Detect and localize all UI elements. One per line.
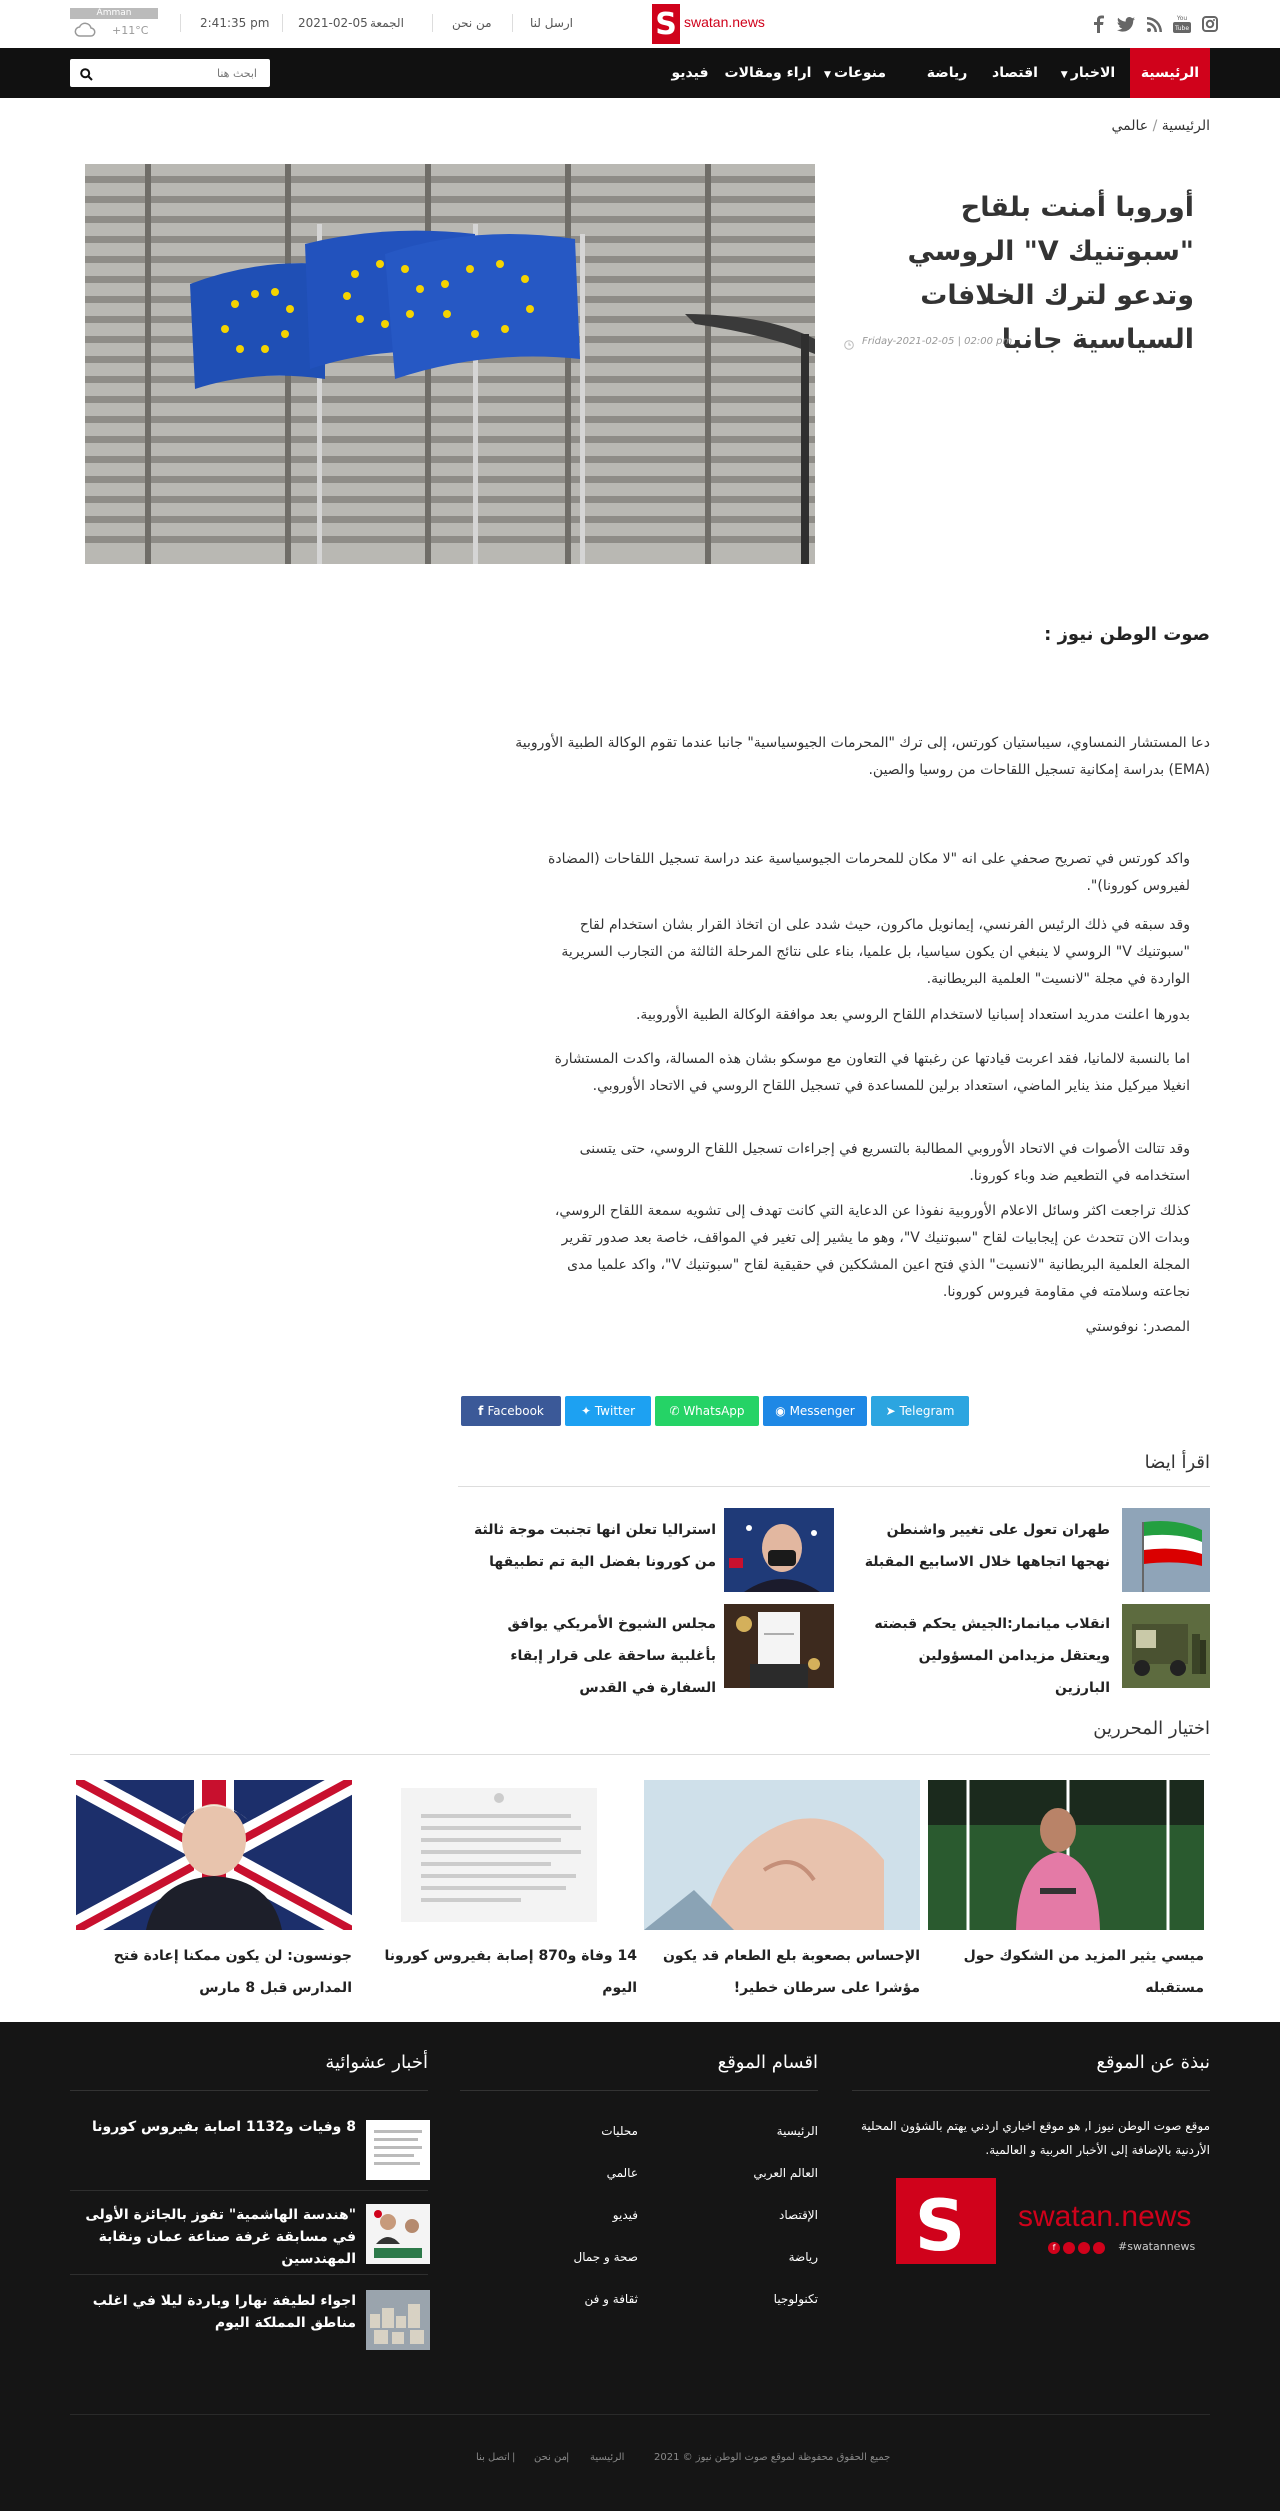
instagram-icon[interactable] bbox=[1200, 14, 1220, 34]
top-link-send[interactable]: ارسل لنا bbox=[530, 16, 574, 30]
related-thumb[interactable] bbox=[724, 1508, 834, 1592]
twitter-icon: ✦ bbox=[580, 1404, 595, 1418]
search-input[interactable] bbox=[100, 59, 265, 87]
logo-letter: S bbox=[914, 2185, 966, 2264]
editors-thumb[interactable] bbox=[644, 1780, 920, 1930]
nav-economy[interactable]: اقتصاد bbox=[992, 65, 1038, 81]
divider bbox=[852, 2090, 1210, 2091]
youtube-icon[interactable] bbox=[1172, 14, 1192, 34]
weather-temp: +11°C bbox=[112, 24, 149, 37]
footer-section-link[interactable]: تكنولوجيا bbox=[773, 2292, 818, 2306]
rss-icon[interactable] bbox=[1144, 14, 1164, 34]
nav-opinion[interactable]: اراء ومقالات bbox=[724, 65, 812, 81]
share-label: Facebook bbox=[487, 1404, 544, 1418]
footer-about-text: موقع صوت الوطن نيوز ا, هو موقع اخباري اردني يهتم بالشؤون المحلية الأردنية بالإضافة إلى الأخبار العربية و العالمية. bbox=[860, 2119, 1210, 2157]
weather-city: Amman bbox=[70, 8, 158, 19]
divider bbox=[512, 14, 513, 32]
article-title: أوروبا أمنت بلقاح "سبوتنيك V" الروسي وتدعو لترك الخلافات السياسية جانبا bbox=[907, 192, 1194, 355]
editors-title[interactable]: ميسي يثير المزيد من الشكوك حول مستقبله bbox=[963, 1948, 1204, 1996]
article-paragraph: اما بالنسبة لالمانيا، فقد اعربت قيادتها عن رغبتها في التعاون مع موسكو بشان هذه المسالة، واكدت المستشارة انغيلا ميركيل منذ يناير الماضي، استعداد برلين للمساعدة في تسجيل اللقاح الروسي في الاتحاد الأوروبي. bbox=[554, 1051, 1190, 1094]
footer-section-link[interactable]: الإقتصاد bbox=[779, 2208, 818, 2222]
editors-thumb[interactable] bbox=[361, 1780, 637, 1930]
share-label: WhatsApp bbox=[683, 1404, 745, 1418]
footer-section-link[interactable]: محليات bbox=[601, 2124, 638, 2138]
footer-news-title[interactable]: "هندسة الهاشمية" تفوز بالجائزة الأولى في مسابقة غرفة صناعة عمان ونقابة المهندسين bbox=[85, 2207, 356, 2267]
search-box bbox=[70, 59, 270, 87]
facebook-icon: f bbox=[478, 1404, 488, 1418]
related-title[interactable]: طهران تعول على تغيير واشنطن نهجها اتجاهها خلال الاسابيع المقبلة bbox=[864, 1522, 1110, 1570]
footer-news-title[interactable]: اجواء لطيفة نهارا وباردة ليلا في اغلب مناطق المملكة اليوم bbox=[92, 2293, 356, 2331]
chevron-down-icon: ▼ bbox=[823, 70, 834, 80]
messenger-icon: ◉ bbox=[775, 1404, 790, 1418]
nav-home[interactable]: الرئيسية bbox=[1130, 48, 1210, 98]
footer-bottom-link[interactable]: اتصل بنا bbox=[476, 2452, 510, 2463]
breadcrumb-current[interactable]: عالمي bbox=[1111, 118, 1149, 134]
site-logo[interactable] bbox=[652, 4, 772, 44]
breadcrumb bbox=[1111, 118, 1210, 134]
divider bbox=[70, 1754, 1210, 1755]
footer-section-link[interactable]: صحة و جمال bbox=[573, 2250, 638, 2264]
share-facebook-button[interactable] bbox=[461, 1396, 561, 1426]
footer-random-heading: أخبار عشوائية bbox=[325, 2052, 428, 2073]
cloud-icon bbox=[74, 22, 96, 42]
instagram-icon[interactable] bbox=[1063, 2242, 1075, 2254]
nav-misc-label: منوعات bbox=[834, 65, 887, 81]
footer-news-thumb[interactable] bbox=[366, 2120, 430, 2180]
footer-section-link[interactable]: العالم العربي bbox=[753, 2166, 818, 2180]
footer-social-icons bbox=[1048, 2242, 1105, 2254]
article-paragraph: وقد تتالت الأصوات في الاتحاد الأوروبي المطالبة بالتسريع في إجراءات تسجيل اللقاح الروسي، حتى يتسنى استخدامه في التطعيم ضد وباء كورونا. bbox=[579, 1141, 1190, 1184]
divider bbox=[282, 14, 283, 32]
related-title[interactable]: مجلس الشيوخ الأمريكي يوافق بأغلبية ساحقة على قرار إبقاء السفارة في القدس bbox=[507, 1616, 716, 1696]
footer-logo[interactable] bbox=[896, 2178, 1210, 2268]
divider bbox=[180, 14, 181, 32]
article-paragraph: بدورها اعلنت مدريد استعداد إسبانيا لاستخدام اللقاح الروسي بعد موافقة الوكالة الطبية الأوروبية. bbox=[635, 1007, 1190, 1023]
top-weekday: الجمعة bbox=[370, 16, 404, 30]
share-messenger-button[interactable] bbox=[763, 1396, 867, 1426]
editors-thumb[interactable] bbox=[928, 1780, 1204, 1930]
facebook-icon[interactable]: f bbox=[1048, 2242, 1060, 2254]
svg-text:You: You bbox=[1176, 15, 1188, 22]
article-date: Friday-2021-02-05 | 02:00 pm bbox=[862, 336, 1013, 347]
editors-title[interactable]: جونسون: لن يكون ممكنا إعادة فتح المدارس قبل 8 مارس bbox=[113, 1948, 352, 1996]
top-bar bbox=[0, 0, 1280, 48]
share-telegram-button[interactable] bbox=[871, 1396, 969, 1426]
related-title[interactable]: انقلاب ميانمار:الجيش يحكم قبضته ويعتقل مزيدامن المسؤولين البارزين bbox=[874, 1616, 1110, 1696]
breadcrumb-sep: / bbox=[1152, 118, 1158, 134]
article-paragraph: وقد سبقه في ذلك الرئيس الفرنسي، إيمانويل ماكرون، حيث شدد على ان اتخاذ القرار بشان استخدام لقاح "سبوتنيك V" الروسي لا ينبغي ان يكون سياسيا، بل علميا، بناء على نتائج المرحلة الثالثة من التجارب السريرية الواردة في مجلة "لانسيت" العلمية البريطانية. bbox=[561, 917, 1190, 987]
top-time: 2:41:35 pm bbox=[200, 16, 270, 30]
svg-text:Tube: Tube bbox=[1174, 25, 1190, 32]
divider bbox=[70, 2414, 1210, 2415]
footer-section-link[interactable]: ثقافة و فن bbox=[584, 2292, 638, 2306]
footer-copyright: جميع الحقوق محفوظة لموقع صوت الوطن نيوز © 2021 bbox=[654, 2452, 891, 2463]
footer-bottom-link[interactable]: من نحن bbox=[534, 2452, 567, 2463]
nav-video[interactable]: فيديو bbox=[671, 65, 709, 81]
breadcrumb-home[interactable]: الرئيسية bbox=[1161, 118, 1210, 134]
related-heading: اقرأ ايضا bbox=[1144, 1452, 1210, 1473]
footer-brand: swatan.news bbox=[1018, 2200, 1192, 2233]
footer-about-heading: نبذة عن الموقع bbox=[1096, 2052, 1210, 2073]
divider bbox=[460, 2090, 818, 2091]
twitter-icon[interactable] bbox=[1078, 2242, 1090, 2254]
divider bbox=[70, 2090, 428, 2091]
chevron-down-icon: ▼ bbox=[1060, 70, 1071, 80]
search-icon[interactable] bbox=[80, 66, 93, 85]
editors-title[interactable]: الإحساس بصعوبة بلع الطعام قد يكون مؤشرا على سرطان خطير! bbox=[662, 1948, 920, 1996]
article-source-head: صوت الوطن نيوز : bbox=[1044, 624, 1210, 645]
share-twitter-button[interactable] bbox=[565, 1396, 651, 1426]
logo-letter: S bbox=[655, 7, 677, 42]
share-label: Telegram bbox=[899, 1404, 955, 1418]
share-whatsapp-button[interactable] bbox=[655, 1396, 759, 1426]
footer-news-title[interactable]: 8 وفيات و1132 اصابة بفيروس كورونا bbox=[91, 2119, 356, 2135]
divider: | bbox=[512, 2452, 516, 2463]
footer-sections-heading: اقسام الموقع bbox=[717, 2052, 818, 2073]
article-hero-image bbox=[85, 164, 815, 564]
related-thumb[interactable] bbox=[724, 1604, 834, 1688]
facebook-icon[interactable] bbox=[1088, 14, 1108, 34]
logo-text: swatan.news bbox=[684, 14, 765, 30]
nav-sports[interactable]: رياضة bbox=[926, 65, 968, 81]
top-date: 2021-02-05 bbox=[298, 16, 368, 30]
article-intro: دعا المستشار النمساوي، سيباستيان كورتس، إلى ترك "المحرمات الجيوسياسية" جانبا عندما تقوم الوكالة الطبية الأوروبية (EMA) بدراسة إمكانية تسجيل اللقاحات من روسيا والصين. bbox=[515, 735, 1210, 778]
article-paragraph: واكد كورتس في تصريح صحفي على انه "لا مكان للمحرمات الجيوسياسية عند دراسة تسجيل اللقاحات (المضادة لفيروس كورونا)". bbox=[548, 851, 1190, 894]
editors-title[interactable]: 14 وفاة و870 إصابة بفيروس كورونا اليوم bbox=[384, 1948, 637, 1996]
top-link-about[interactable]: من نحن bbox=[452, 16, 492, 30]
share-label: Messenger bbox=[789, 1404, 855, 1418]
footer-news-thumb[interactable] bbox=[366, 2204, 430, 2264]
divider bbox=[458, 1486, 1210, 1487]
article-paragraph: كذلك تراجعت اكثر وسائل الاعلام الأوروبية نفوذا عن الدعاية التي كانت تهدف إلى تشويه سمعة اللقاح الروسي، وبدات الان تتحدث عن إيجابيات لقاح "سبوتنيك V"، وهو ما يشير إلى تغير في المواقف، خاصة بعد صدور تقرير المجلة العلمية البريطانية "لانسيت" الذي فتح اعين المشككين في حقيقية لقاح "سبوتنيك V"، واكد علميا مدى نجاعته وسلامته في مقاومة فيروس كورونا. bbox=[554, 1203, 1190, 1300]
footer-bottom-link[interactable]: الرئيسية bbox=[590, 2452, 625, 2463]
divider: | bbox=[566, 2452, 570, 2463]
share-label: Twitter bbox=[594, 1404, 636, 1418]
divider bbox=[70, 2274, 428, 2275]
related-thumb[interactable] bbox=[1122, 1508, 1210, 1592]
related-title[interactable]: استراليا تعلن انها تجنبت موجة ثالثة من كورونا بفضل الية تم تطبيقها bbox=[473, 1522, 716, 1570]
nav-misc[interactable] bbox=[810, 48, 900, 98]
related-thumb[interactable] bbox=[1122, 1604, 1210, 1688]
telegram-icon: ➤ bbox=[885, 1404, 900, 1418]
editors-heading: اختيار المحررين bbox=[1093, 1718, 1210, 1739]
footer-news-thumb[interactable] bbox=[366, 2290, 430, 2350]
twitter-icon[interactable] bbox=[1116, 14, 1136, 34]
editors-thumb[interactable] bbox=[76, 1780, 352, 1930]
nav-news-label: الاخبار bbox=[1070, 65, 1116, 81]
footer-section-link[interactable]: عالمي bbox=[606, 2166, 638, 2180]
divider bbox=[432, 14, 433, 32]
nav-news[interactable] bbox=[1050, 48, 1126, 98]
youtube-icon[interactable] bbox=[1093, 2242, 1105, 2254]
footer-brand-tag: #swatannews bbox=[1118, 2240, 1196, 2253]
footer-section-link[interactable]: رياضة bbox=[788, 2250, 818, 2264]
divider bbox=[70, 2190, 428, 2191]
footer-section-link[interactable]: فيديو bbox=[612, 2208, 638, 2222]
social-icons bbox=[1088, 14, 1220, 34]
whatsapp-icon: ✆ bbox=[669, 1404, 684, 1418]
article-source: المصدر: نوفوستي bbox=[1085, 1319, 1190, 1335]
footer-section-link[interactable]: الرئيسية bbox=[776, 2124, 818, 2138]
clock-icon bbox=[844, 335, 854, 354]
